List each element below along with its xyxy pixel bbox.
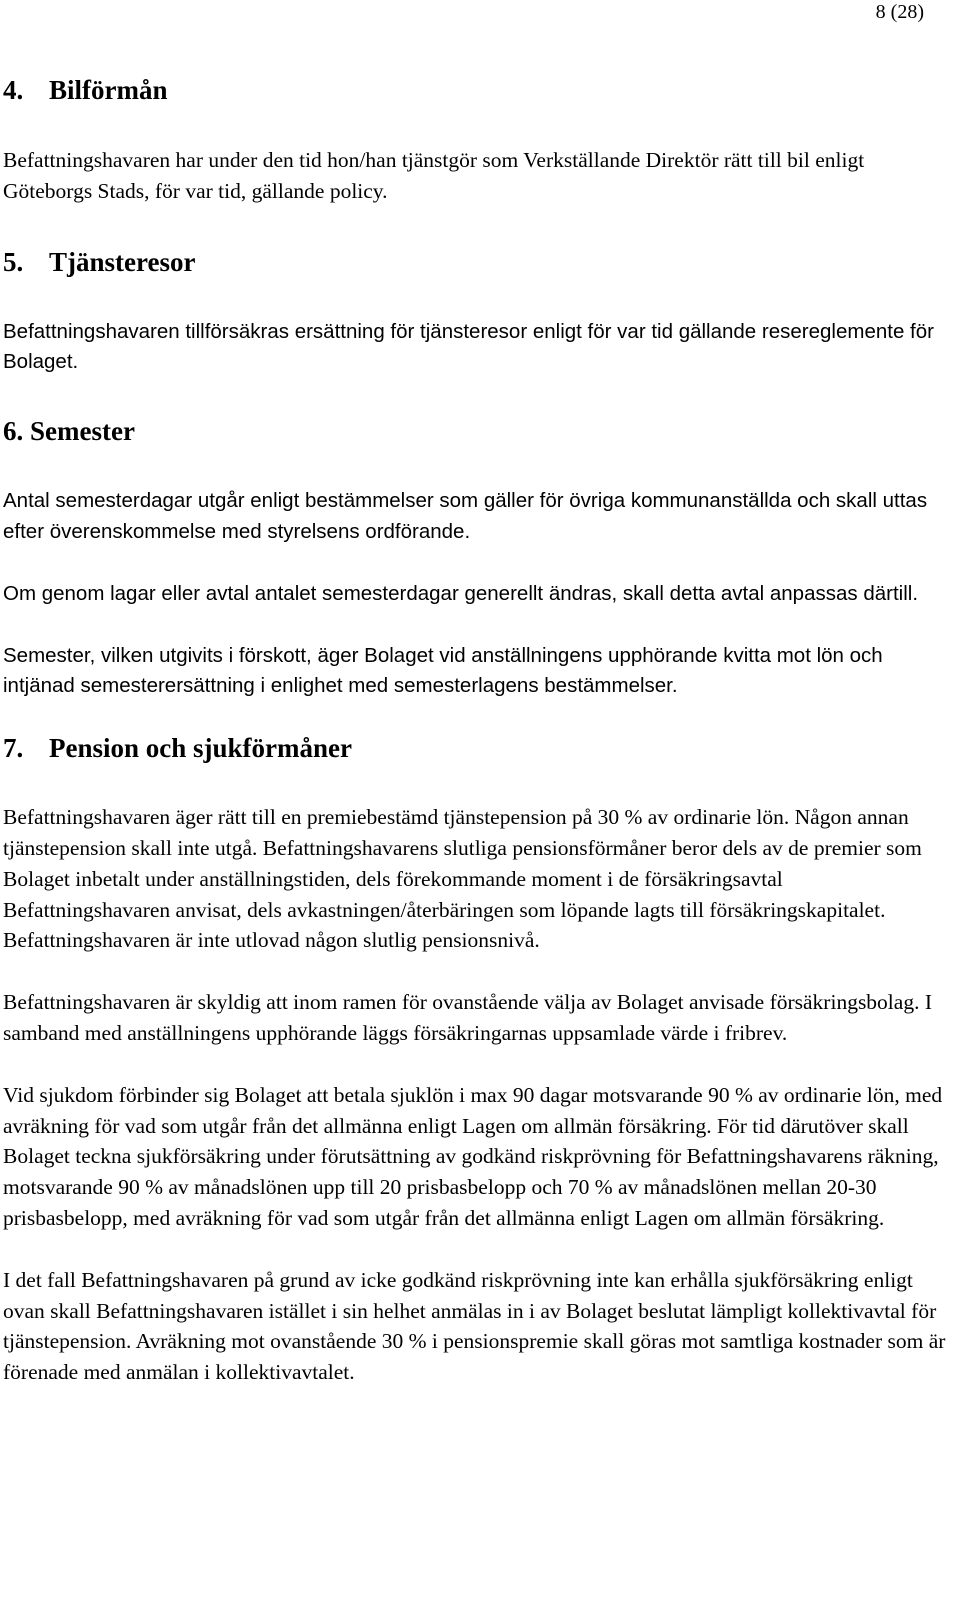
- section-title: Pension och sjukförmåner: [49, 733, 352, 764]
- paragraph: Antal semesterdagar utgår enligt bestämmelser som gäller för övriga kommunanställda och skall uttas efter överenskommelse med styrelsens ordförande.: [3, 489, 928, 543]
- section-number: 4.: [3, 75, 24, 105]
- section-number: 6.: [3, 416, 24, 447]
- paragraph: I det fall Befattningshavaren på grund av icke godkänd riskprövning inte kan erhålla sjukförsäkring enligt ovan skall Befattningshavaren istället i sin helhet anmälas in i av Bolaget beslutat lämpligt kollektivavtal för tjänstepension. Avräkning mot ovanstående 30 % i pensionspremie skall göras mot samtliga kostnader som är förenade med anmälan i kollektivavtalet.: [3, 1267, 946, 1385]
- paragraph: Befattningshavaren äger rätt till en premiebestämd tjänstepension på 30 % av ordinarie lön. Någon annan tjänstepension skall inte utgå. Befattningshavarens slutliga pensionsförmåner beror dels av de premier som Bolaget inbetalt under anställningstiden, dels förekommande moment i de försäkringsavtal Befattningshavaren anvisat, dels avkastningen/återbäringen som löpande lagts till försäkringskapitalet. Befattningshavaren är inte utlovad någon slutlig pensionsnivå.: [3, 805, 922, 953]
- section-heading-bilformån: [3, 73, 953, 107]
- section-title: Bilförmån: [49, 75, 168, 105]
- section-number: 7.: [3, 733, 24, 764]
- paragraph: Befattningshavaren tillförsäkras ersättning för tjänsteresor enligt för var tid gällande resereglemente för Bolaget.: [3, 319, 934, 374]
- paragraph: Semester, vilken utgivits i förskott, äger Bolaget vid anställningens upphörande kvitta mot lön och intjänad semesterersättning i enlighet med semesterlagens bestämmelser.: [3, 643, 883, 698]
- page-number: 8 (28): [875, 1, 924, 23]
- section-heading-pension: [3, 731, 953, 765]
- section-number: 5.: [3, 246, 24, 277]
- paragraph: Om genom lagar eller avtal antalet semesterdagar generellt ändras, skall detta avtal anpassas därtill.: [3, 581, 919, 605]
- section-heading-tjansteresor: [3, 245, 953, 279]
- paragraph: Vid sjukdom förbinder sig Bolaget att betala sjuklön i max 90 dagar motsvarande 90 % av ordinarie lön, med avräkning för vad som utgår från det allmänna enligt Lagen om allmän försäkring. För tid därutöver skall Bolaget teckna sjukförsäkring under förutsättning av godkänd riskprövning för Befattningshavarens räkning, motsvarande 90 % av månadslönen upp till 20 prisbasbelopp och 70 % av månadslönen mellan 20-30 prisbasbelopp, med avräkning för vad som utgår från det allmänna enligt Lagen om allmän försäkring.: [3, 1082, 943, 1230]
- paragraph: Befattningshavaren är skyldig att inom ramen för ovanstående välja av Bolaget anvisade försäkringsbolag. I samband med anställningens upphörande läggs försäkringarnas uppsamlade värde i fribrev.: [3, 990, 932, 1045]
- document-body: [3, 73, 953, 1388]
- paragraph: Befattningshavaren har under den tid hon/han tjänstgör som Verkställande Direktör rätt till bil enligt Göteborgs Stads, för var tid, gällande policy.: [3, 148, 865, 203]
- section-title: Tjänsteresor: [49, 246, 196, 277]
- section-heading-semester: [3, 414, 953, 448]
- section-title: Semester: [30, 416, 135, 447]
